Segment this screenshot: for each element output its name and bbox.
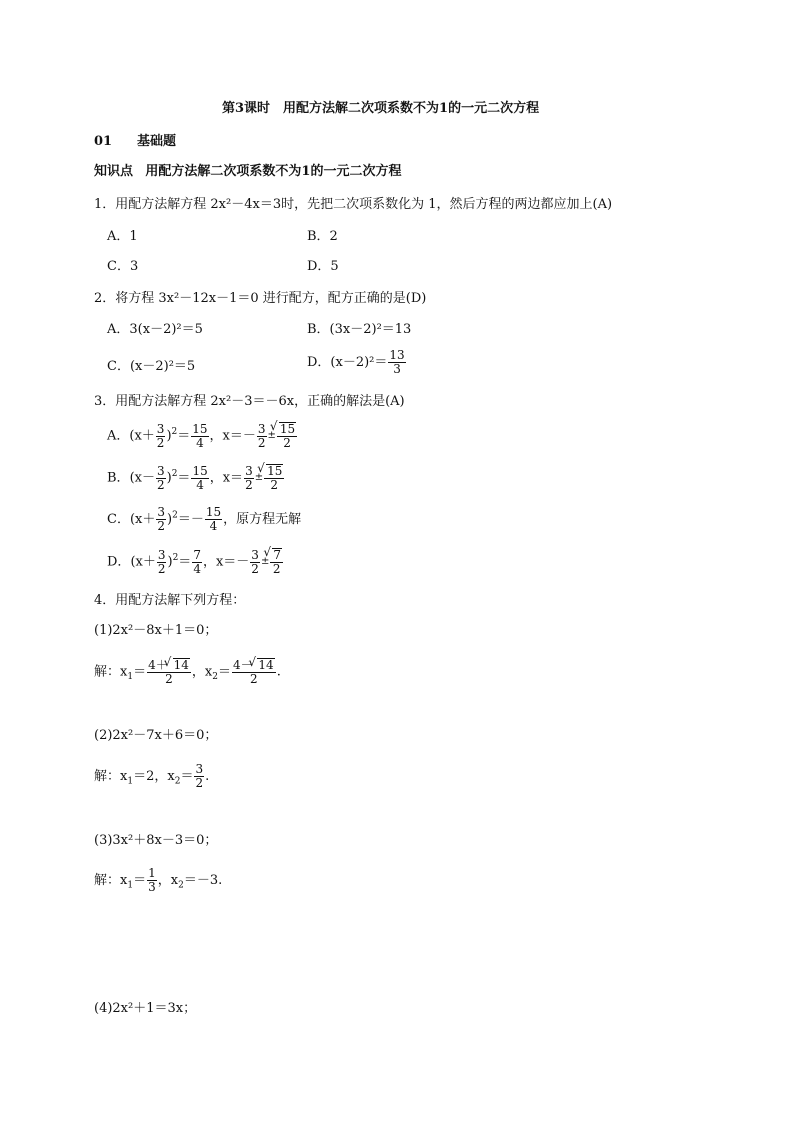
q4-part4: (4)2x²＋1＝3x； xyxy=(94,1001,197,1016)
q3-option-b: B．(x－ $\frac{3}{2}$ )$^2$＝ $\frac{15}{4}$ ，x＝ $\frac{3}{2}$ ± √ $\frac{15}{2}$ xyxy=(107,464,285,492)
q4-part2: (2)2x²－7x＋6＝0； xyxy=(94,728,218,743)
fraction xyxy=(388,349,405,376)
knowledge-point xyxy=(94,163,401,181)
q4-part3: (3)3x²＋8x－3＝0； xyxy=(94,833,218,848)
sqrt: √ 15 xyxy=(266,464,283,478)
fraction: $\frac{3}{2}$ xyxy=(157,505,165,533)
fraction: $\frac{15}{4}$ xyxy=(192,463,208,492)
q3-b-label: B． xyxy=(107,470,130,486)
q1-option-c: C．3 xyxy=(107,259,139,274)
fraction: $\frac{4+ √ 14}{2}$ xyxy=(147,658,191,686)
q2-option-d xyxy=(307,349,407,376)
q3-d-label: D． xyxy=(107,554,131,570)
denominator: 3 xyxy=(393,362,401,376)
q3-option-c: C．(x＋ $\frac{3}{2}$ )$^2$＝－ $\frac{15}{4}$ ，原方程无解 xyxy=(107,505,302,533)
q3-option-d: D．(x＋ $\frac{3}{2}$ )$^2$＝ $\frac{7}{4}$ ，x＝－ $\frac{3}{2}$ ± √ $\frac{7}{2}$ xyxy=(107,548,284,576)
numerator: 13 xyxy=(389,348,405,362)
knowledge-text: 用配方法解二次项系数不为1的一元二次方程 xyxy=(145,164,402,179)
fraction: √ $\frac{15}{2}$ xyxy=(277,422,297,450)
q2-d-prefix: D．(x－2)²＝ xyxy=(307,355,388,370)
fraction: $\frac{3}{2}$ xyxy=(245,463,253,492)
fraction: $\frac{1}{3}$ xyxy=(148,866,156,894)
q2-option-c: C．(x－2)²＝5 xyxy=(107,359,196,374)
fraction: $\frac{3}{2}$ xyxy=(157,547,166,576)
q4-part3-solution: 解：$x_1=$ $\frac{1}{3}$ ，$x_2=-3$. xyxy=(94,866,223,894)
fraction: $\frac{3}{2}$ xyxy=(195,762,204,790)
page-title: 第3课时 用配方法解二次项系数不为1的一元二次方程 xyxy=(222,101,540,116)
q2-stem: 2．将方程 3x²－12x－1＝0 进行配方，配方正确的是(D) xyxy=(94,291,427,306)
sqrt: √ 7 xyxy=(272,548,282,562)
fraction: $\frac{15}{4}$ xyxy=(205,505,222,533)
fraction: √ $\frac{7}{2}$ xyxy=(270,548,283,576)
sqrt: √ 15 xyxy=(279,422,296,436)
fraction: √ $\frac{15}{2}$ xyxy=(264,464,284,492)
fraction: $\frac{3}{2}$ xyxy=(156,421,165,450)
q3-c-tail: ，原方程无解 xyxy=(223,512,302,527)
solution-label: 解： xyxy=(94,873,121,888)
q3-c-label: C． xyxy=(107,512,130,527)
section-label: 基础题 xyxy=(137,134,177,149)
q3-option-a: A．(x＋ $\frac{3}{2}$ )$^2$＝ $\frac{15}{4}$ ，x＝－ $\frac{3}{2}$ ± √ $\frac{15}{2}$ xyxy=(107,422,298,450)
q4-part1-solution: 解：$x_1=$ $\frac{4+ √ 14}{2}$ ，$x_2=$ $\frac{4- √ 14}{2}$ . xyxy=(94,658,281,686)
fraction: $\frac{3}{2}$ xyxy=(257,421,266,450)
fraction: $\frac{3}{2}$ xyxy=(251,547,259,576)
q4-stem: 4．用配方法解下列方程： xyxy=(94,593,246,608)
q1-option-d: D．5 xyxy=(307,259,339,274)
solution-label: 解： xyxy=(94,769,121,784)
q2-option-b: B．(3x－2)²＝13 xyxy=(307,322,412,337)
q3-stem: 3．用配方法解方程 2x²－3＝－6x，正确的解法是(A) xyxy=(94,394,405,409)
fraction: $\frac{7}{4}$ xyxy=(193,547,201,576)
section-number: 01 xyxy=(94,134,113,149)
fraction: $\frac{3}{2}$ xyxy=(156,463,165,492)
fraction: $\frac{4- √ 14}{2}$ xyxy=(232,658,276,686)
solution-label: 解： xyxy=(94,664,121,680)
q1-option-a: A．1 xyxy=(107,229,138,244)
sqrt: √ 14 xyxy=(173,658,190,672)
q4-part1: (1)2x²－8x＋1＝0； xyxy=(94,623,218,638)
q4-part2-solution: 解：$x_1=2$，$x_2=$ $\frac{3}{2}$ . xyxy=(94,762,210,790)
knowledge-label: 知识点 xyxy=(94,164,134,179)
q1-option-b: B．2 xyxy=(307,229,338,244)
fraction: $\frac{15}{4}$ xyxy=(192,421,208,450)
q1-stem: 1．用配方法解方程 2x²－4x＝3时，先把二次项系数化为 1，然后方程的两边都应加上(A) xyxy=(94,197,613,212)
q2-option-a: A．3(x－2)²＝5 xyxy=(107,322,203,337)
sqrt: √ 14 xyxy=(257,658,274,672)
q3-a-label: A． xyxy=(107,428,130,444)
